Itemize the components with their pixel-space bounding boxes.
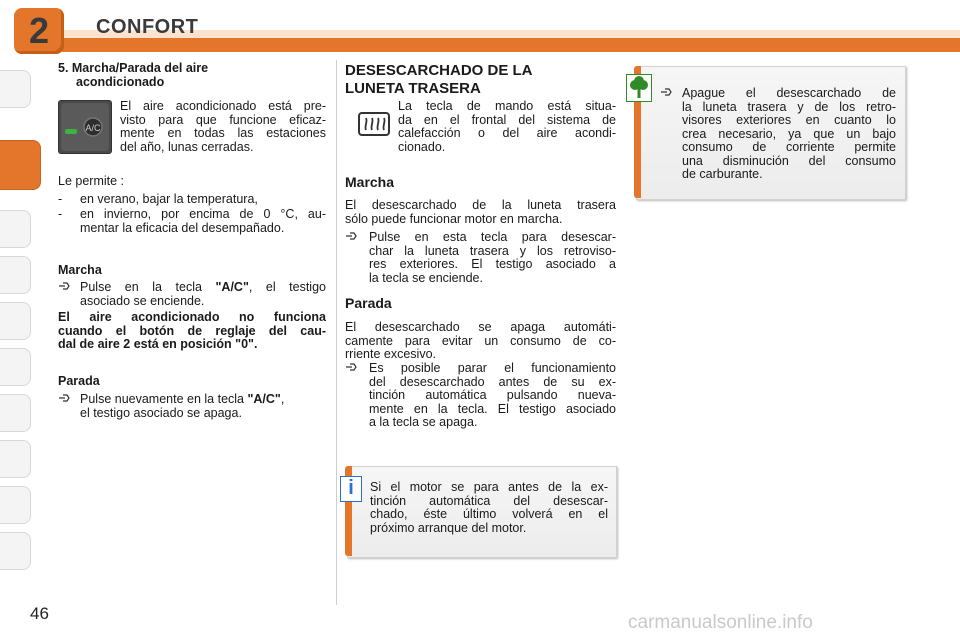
- hand-pointer-icon: [345, 362, 357, 376]
- warning-line1: El aire acondicionado no funciona: [58, 310, 326, 324]
- marcha-mid-b-line2: char la luneta trasera y los retroviso-: [369, 243, 616, 258]
- defrost-intro-line1: La tecla de mando está situa-: [398, 99, 616, 113]
- defrost-heading-line2: LUNETA TRASERA: [345, 80, 481, 97]
- eco-line5: consumo de corriente permite: [682, 140, 896, 154]
- eco-line6: una disminución del consumo: [682, 153, 896, 168]
- side-tab-10[interactable]: [0, 532, 31, 570]
- ac-key-label: "A/C": [215, 280, 249, 294]
- parada-left-text-line2: el testigo asociado se apaga.: [80, 405, 242, 420]
- eco-line3: visores exteriores en cuanto lo: [682, 113, 896, 127]
- side-tab-6[interactable]: [0, 348, 31, 386]
- parada-mid-p-line2: camente para evitar un consumo de co-: [345, 333, 616, 348]
- info-line3: chado, éste último volverá en el: [370, 507, 608, 521]
- info-line4: próximo arranque del motor.: [370, 520, 527, 535]
- hand-pointer-icon: [345, 231, 357, 245]
- chapter-title: CONFORT: [96, 16, 199, 38]
- column-divider: [336, 60, 337, 605]
- side-tab-5[interactable]: [0, 302, 31, 340]
- side-tab-3[interactable]: [0, 210, 31, 248]
- ac-intro-line3: mente en todas las estaciones: [120, 126, 326, 140]
- header-band: [62, 38, 960, 52]
- item-heading-line1: 5. Marcha/Parada del aire: [58, 61, 209, 75]
- marcha-heading-left: Marcha: [58, 263, 102, 277]
- dash-2: -: [58, 207, 63, 221]
- side-tab-2-active[interactable]: [0, 140, 41, 190]
- marcha-mid-b-line4: la tecla se enciende.: [369, 270, 483, 285]
- parada-mid-b-line2: del desescarchado antes de su ex-: [369, 374, 616, 389]
- parada-left-text-b: ,: [280, 392, 285, 406]
- parada-mid-b-line5: a la tecla se apaga.: [369, 415, 478, 429]
- list-item-2-line1: en invierno, por encima de 0 °C, au-: [80, 207, 326, 221]
- watermark: carmanualsonline.info: [628, 612, 813, 633]
- marcha-left-text-b: , el testigo: [248, 280, 326, 294]
- permite-text: Le permite :: [58, 174, 125, 188]
- marcha-heading-middle: Marcha: [345, 174, 395, 190]
- parada-left-text-a: Pulse nuevamente en la tecla: [80, 392, 248, 406]
- defrost-heading-line1: DESESCARCHADO DE LA: [345, 62, 533, 79]
- marcha-left-text-a: Pulse en la tecla: [80, 280, 216, 294]
- marcha-mid-p-line2: sólo puede funcionar motor en marcha.: [345, 211, 563, 226]
- side-tab-4[interactable]: [0, 256, 31, 294]
- ac-intro-line1: El aire acondicionado está pre-: [120, 99, 326, 113]
- list-item-1: en verano, bajar la temperatura,: [80, 192, 258, 206]
- parada-heading-left: Parada: [58, 374, 100, 388]
- eco-line4: crea necesario, ya que un bajo: [682, 126, 896, 141]
- list-item-2-line2: mentar la eficacia del desempañado.: [80, 220, 285, 235]
- eco-line7: de carburante.: [682, 167, 763, 181]
- parada-mid-b-line3: tinción automática pulsando nueva-: [369, 388, 616, 402]
- ac-key-label-2: "A/C": [247, 392, 281, 406]
- marcha-mid-p-line1: El desescarchado de la luneta trasera: [345, 198, 616, 212]
- warning-line3: dal de aire 2 está en posición "0".: [58, 337, 258, 351]
- rear-defrost-icon: [358, 110, 390, 138]
- info-line2: tinción automática del desescar-: [370, 493, 608, 508]
- side-tab-strip: [0, 70, 36, 580]
- parada-mid-p-line1: El desescarchado se apaga automáti-: [345, 320, 616, 334]
- marcha-mid-b-line1: Pulse en esta tecla para desescar-: [369, 230, 616, 244]
- parada-heading-middle: Parada: [345, 295, 392, 311]
- ac-button-icon: [58, 100, 112, 154]
- marcha-left-text-line2: asociado se enciende.: [80, 293, 205, 308]
- side-tab-9[interactable]: [0, 486, 31, 524]
- page-number: 46: [30, 604, 49, 623]
- parada-mid-b-line1: Es posible parar el funcionamiento: [369, 361, 616, 375]
- hand-pointer-icon: [58, 281, 70, 295]
- info-icon: i: [340, 476, 362, 502]
- defrost-intro-line4: cionado.: [398, 139, 446, 154]
- svg-text:A/C: A/C: [85, 123, 101, 133]
- info-line1: Si el motor se para antes de la ex-: [370, 480, 608, 494]
- eco-line2: la luneta trasera y de los retro-: [682, 99, 896, 114]
- hand-pointer-icon: [58, 393, 70, 407]
- parada-mid-p-line3: rriente excesivo.: [345, 347, 437, 361]
- eco-line1: Apague el desescarchado de: [682, 86, 896, 100]
- defrost-intro-line2: da en el frontal del sistema de: [398, 112, 616, 127]
- hand-pointer-icon: [660, 87, 672, 101]
- side-tab-7[interactable]: [0, 394, 31, 432]
- tree-icon: [626, 74, 652, 102]
- parada-mid-b-line4: mente en la tecla. El testigo asociado: [369, 401, 616, 416]
- dash-1: -: [58, 192, 63, 206]
- side-tab-1[interactable]: [0, 70, 31, 108]
- warning-line2: cuando el botón de reglaje del cau-: [58, 323, 326, 338]
- defrost-intro-line3: calefacción o del aire acondi-: [398, 126, 616, 140]
- marcha-mid-b-line3: res exteriores. El testigo asociado a: [369, 257, 616, 271]
- item-heading-line2: acondicionado: [76, 75, 165, 89]
- chapter-number: 2: [28, 10, 50, 51]
- ac-intro-line2: visto para que funcione eficaz-: [120, 112, 326, 127]
- side-tab-8[interactable]: [0, 440, 31, 478]
- ac-intro-line4: del año, lunas cerradas.: [120, 139, 254, 154]
